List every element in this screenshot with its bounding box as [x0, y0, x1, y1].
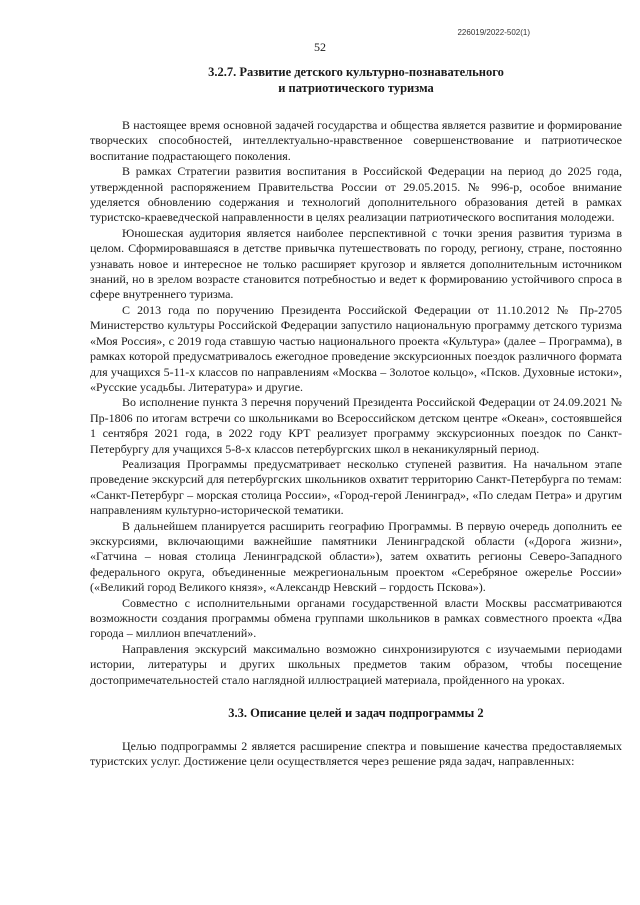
paragraph-1: В настоящее время основной задачей государства и общества является развитие и формирование творческих способностей, интеллектуально-нравственное совершенствование и патриотическое воспитание подрастающего поколения.	[90, 118, 622, 163]
document-registration-number: 226019/2022-502(1)	[457, 28, 530, 37]
page-content	[90, 64, 622, 770]
section-heading-3-2-7	[90, 64, 622, 96]
paragraph-9: Направления экскурсий максимально возможно синхронизируются с изучаемыми периодами истории, литературы и других школьных предметов таким образом, чтобы посещение достопримечательностей стало наглядной иллюстрацией материала, пройденного на уроках.	[90, 641, 622, 687]
paragraph-2: В рамках Стратегии развития воспитания в Российской Федерации на период до 2025 года, утвержденной распоряжением Правительства России от 29.05.2015. № 996-р, особое внимание уделяется обновлению содержания и технологий дополнительного образования детей в рамках туристско-краеведческой направленности в целях реализации патриотического воспитания молодежи.	[90, 164, 622, 225]
paragraph-7: В дальнейшем планируется расширить географию Программы. В первую очередь дополнить ее экскурсиями, включающими важнейшие памятники Ленинградской области («Дорога жизни», «Гатчина – новая столица Ленинградской области»), затем охватить регионы Северо-Западного федерального округа, объединенные межрегиональным проектом «Серебряное ожерелье России» («Великий город Великого князя», «Александр Невский – гордость Пскова»).	[90, 518, 622, 595]
paragraph-6: Реализация Программы предусматривает несколько ступеней развития. На начальном этапе проведение экскурсий для петербургских школьников охватит территорию Санкт-Петербурга по темам: «Санкт-Петербург – морская столица России», «Город-герой Ленинград», «По следам Петра» и другим направлениям культурно-исторической тематики.	[90, 456, 622, 518]
paragraph-3: Юношеская аудитория является наиболее перспективной с точки зрения развития туризма в целом. Сформировавшаяся в детстве привычка путешествовать по городу, региону, стране, постоянно узнавать новое и интересное не только расширяет кругозор и является дополнительным источником знаний, но в зрелом возрасте становится потребностью и ведет к формированию устойчивого спроса в сфере внутреннего туризма.	[90, 225, 622, 302]
paragraph-5: Во исполнение пункта 3 перечня поручений Президента Российской Федерации от 24.09.2021 № Пр-1806 по итогам встречи со школьниками во Всероссийском детском центре «Океан», состоявшейся 1 сентября 2021 года, в 2022 году КРТ реализует программу экскурсионных поездок по Санкт-Петербургу для учащихся 5-8-х классов петербургских школ в неканикулярный период.	[90, 395, 622, 456]
section-heading-line-2: и патриотического туризма	[278, 81, 434, 95]
section-heading-3-3: 3.3. Описание целей и задач подпрограммы 2	[228, 706, 484, 721]
section-heading-line-1: 3.2.7. Развитие детского культурно-познавательного	[208, 65, 504, 79]
page-number: 52	[314, 40, 326, 54]
paragraph-4: С 2013 года по поручению Президента Российской Федерации от 11.10.2012 № Пр-2705 Министерство культуры Российской Федерации запустило национальную программу детского туризма «Моя Россия», с 2019 года ставшую частью национального проекта «Культура» (далее – Программа), в рамках которой предусматривалось ежегодное проведение экскурсионных поездок различного формата для учащихся 5-11-х классов по направлениям «Москва – Золотое кольцо», «Псков. Духовные истоки», «Русские усадьбы. Литература» и другие.	[90, 302, 622, 394]
paragraph-8: Совместно с исполнительными органами государственной власти Москвы рассматриваются возможности создания программы обмена группами школьников в рамках совместного проекта «Два города – миллион впечатлений».	[90, 595, 622, 641]
paragraph-10: Целью подпрограммы 2 является расширение спектра и повышение качества предоставляемых туристских услуг. Достижение цели осуществляется через решение ряда задач, направленных:	[90, 739, 622, 769]
